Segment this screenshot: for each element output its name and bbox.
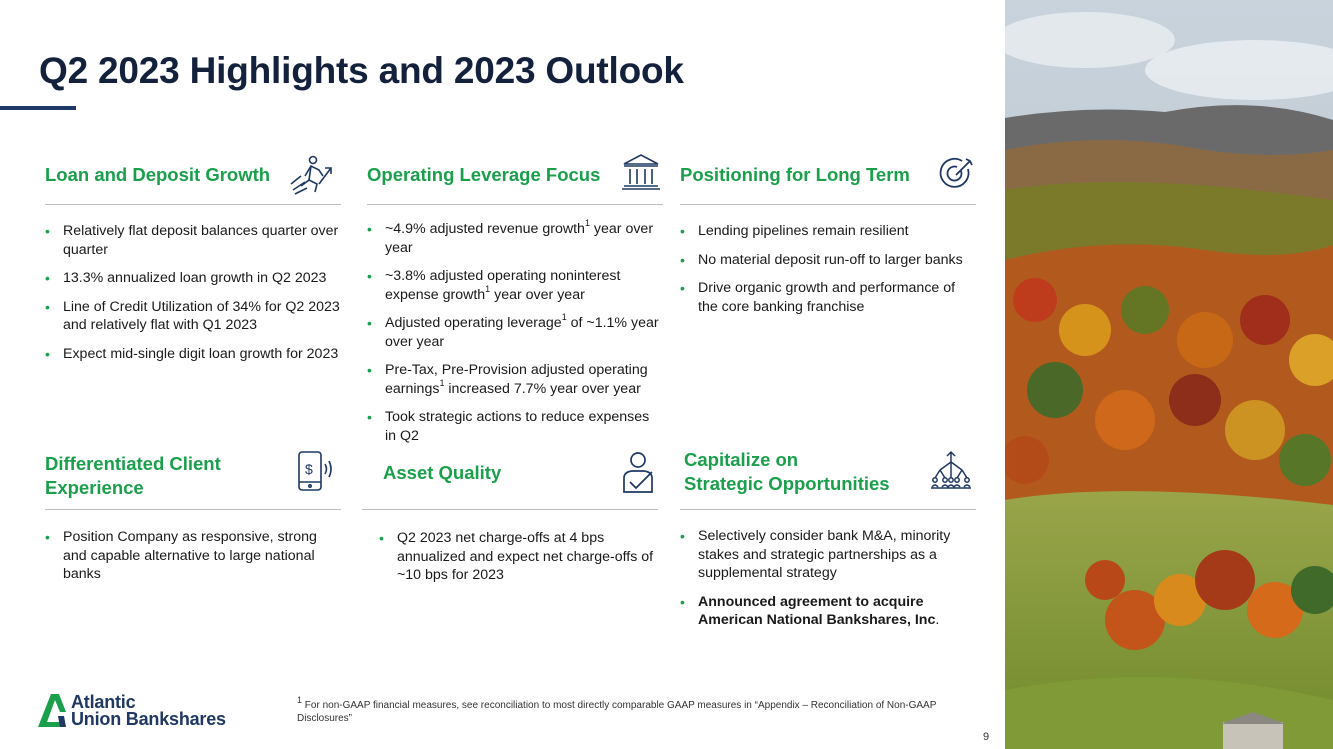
- list-item: • Lending pipelines remain resilient: [680, 222, 978, 241]
- section-divider: [45, 204, 341, 205]
- section-title: Operating Leverage Focus: [367, 164, 601, 185]
- list-item: • Position Company as responsive, strong and capable alternative to large national banks: [45, 528, 341, 584]
- section-divider: [367, 204, 663, 205]
- section-title: Capitalize on Strategic Opportunities: [684, 449, 890, 494]
- list-item: • No material deposit run-off to larger banks: [680, 251, 978, 270]
- bullet-list: [45, 528, 341, 594]
- autumn-landscape-photo: [1005, 0, 1333, 749]
- list-item: • Announced agreement to acquire American National Bankshares, Inc.: [680, 593, 976, 630]
- section-capitalize-opportunities: [680, 448, 976, 648]
- logo-line-2: Union Bankshares: [71, 709, 226, 729]
- bullet-list: [367, 220, 663, 455]
- bullet-list: [680, 222, 978, 326]
- svg-text:$: $: [305, 461, 313, 477]
- section-title: Loan and Deposit Growth: [45, 164, 271, 185]
- title-underline: [0, 106, 76, 110]
- logo-line-1: Atlantic: [71, 692, 136, 712]
- footnote: $^1$ For non-GAAP financial measures, see reconciliation to most directly comparable GAAP measures in “Appendix – Reconciliation of Non-GAAP Disclosures”: [297, 694, 937, 724]
- list-item: • Line of Credit Utilization of 34% for Q2 2023 and relatively flat with Q1 2023: [45, 298, 341, 335]
- section-divider: [680, 509, 976, 510]
- org-network-icon: [930, 450, 972, 495]
- section-operating-leverage: [367, 152, 663, 452]
- section-title: Differentiated Client Experience: [45, 453, 221, 498]
- bullet-list: [680, 527, 976, 640]
- list-item: • ~3.8% adjusted operating noninterest expense growth$^1$ year over year: [367, 267, 663, 304]
- section-divider: [362, 509, 658, 510]
- list-item: • ~4.9% adjusted revenue growth$^1$ year over year: [367, 220, 663, 257]
- section-positioning-long-term: [680, 152, 976, 432]
- list-item: • Pre-Tax, Pre-Provision adjusted operating earnings$^1$ increased 7.7% year over year: [367, 361, 663, 398]
- list-item: • 13.3% annualized loan growth in Q2 2023: [45, 269, 341, 288]
- list-item: • Q2 2023 net charge-offs at 4 bps annualized and expect net charge-offs of ~10 bps for 2023: [379, 529, 675, 585]
- section-client-experience: [45, 448, 341, 598]
- bullet-list: [45, 222, 341, 373]
- section-loan-deposit-growth: [45, 152, 341, 432]
- list-item: • Adjusted operating leverage$^1$ of ~1.1% year over year: [367, 314, 663, 351]
- target-icon: [938, 155, 976, 198]
- bullet-list: [379, 529, 675, 595]
- list-item: • Expect mid-single digit loan growth for 2023: [45, 345, 341, 364]
- list-item: • Selectively consider bank M&A, minority stakes and strategic partnerships as a supplemental strategy: [680, 527, 976, 583]
- list-item: • Drive organic growth and performance of the core banking franchise: [680, 279, 978, 316]
- section-asset-quality: [362, 448, 658, 598]
- section-title: Positioning for Long Term: [680, 164, 910, 185]
- page-number: 9: [983, 731, 990, 743]
- bank-building-icon: [621, 152, 661, 197]
- section-title: Asset Quality: [383, 462, 502, 483]
- growth-runner-icon: [287, 154, 337, 201]
- user-check-icon: [618, 450, 658, 499]
- page-title: Q2 2023 Highlights and 2023 Outlook: [39, 50, 684, 91]
- section-divider: [680, 204, 976, 205]
- list-item: • Took strategic actions to reduce expenses in Q2: [367, 408, 663, 445]
- company-logo: [38, 692, 260, 732]
- mobile-payment-icon: [295, 450, 335, 497]
- list-item: • Relatively flat deposit balances quarter over quarter: [45, 222, 341, 259]
- section-divider: [45, 509, 341, 510]
